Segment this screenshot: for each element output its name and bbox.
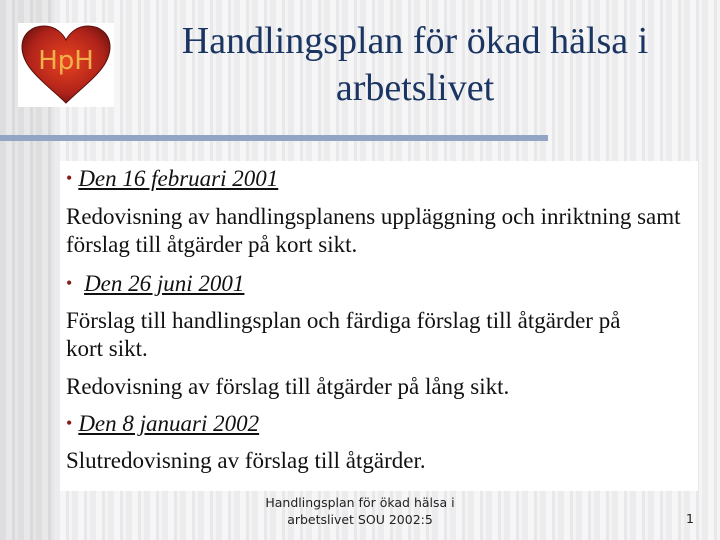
paragraph: Slutredovisning av förslag till åtgärder. bbox=[66, 448, 426, 473]
heart-icon bbox=[18, 23, 114, 107]
bullet-item-2 bbox=[66, 271, 244, 297]
content-box bbox=[60, 161, 698, 491]
date-heading: Den 8 januari 2002 bbox=[78, 411, 260, 436]
paragraph: Redovisning av handlingsplanens uppläggning och inriktning samt förslag till åtgärder på kort sikt. bbox=[66, 204, 681, 257]
bullet-icon: • bbox=[66, 413, 73, 433]
title-divider bbox=[0, 135, 548, 141]
date-heading: Den 26 juni 2001 bbox=[84, 271, 245, 296]
bullet-item-3 bbox=[66, 411, 259, 437]
slide-title bbox=[130, 18, 700, 112]
slide-footer bbox=[240, 494, 480, 528]
bullet-icon: • bbox=[66, 168, 73, 188]
footer-line-2: arbetslivet SOU 2002:5 bbox=[287, 512, 433, 527]
footer-line-1: Handlingsplan för ökad hälsa i bbox=[265, 495, 455, 510]
date-heading: Den 16 februari 2001 bbox=[78, 166, 279, 191]
svg-text:HpH: HpH bbox=[38, 46, 94, 76]
bullet-icon: • bbox=[66, 273, 73, 293]
page-number: 1 bbox=[686, 511, 694, 526]
title-line-1: Handlingsplan för ökad hälsa i bbox=[181, 20, 649, 62]
title-line-2: arbetslivet bbox=[335, 67, 495, 109]
paragraph: Redovisning av förslag till åtgärder på lång sikt. bbox=[66, 374, 510, 399]
hph-logo bbox=[18, 23, 114, 107]
paragraph: Förslag till handlingsplan och färdiga förslag till åtgärder på kort sikt. bbox=[66, 308, 621, 361]
bullet-item-1 bbox=[66, 166, 278, 192]
